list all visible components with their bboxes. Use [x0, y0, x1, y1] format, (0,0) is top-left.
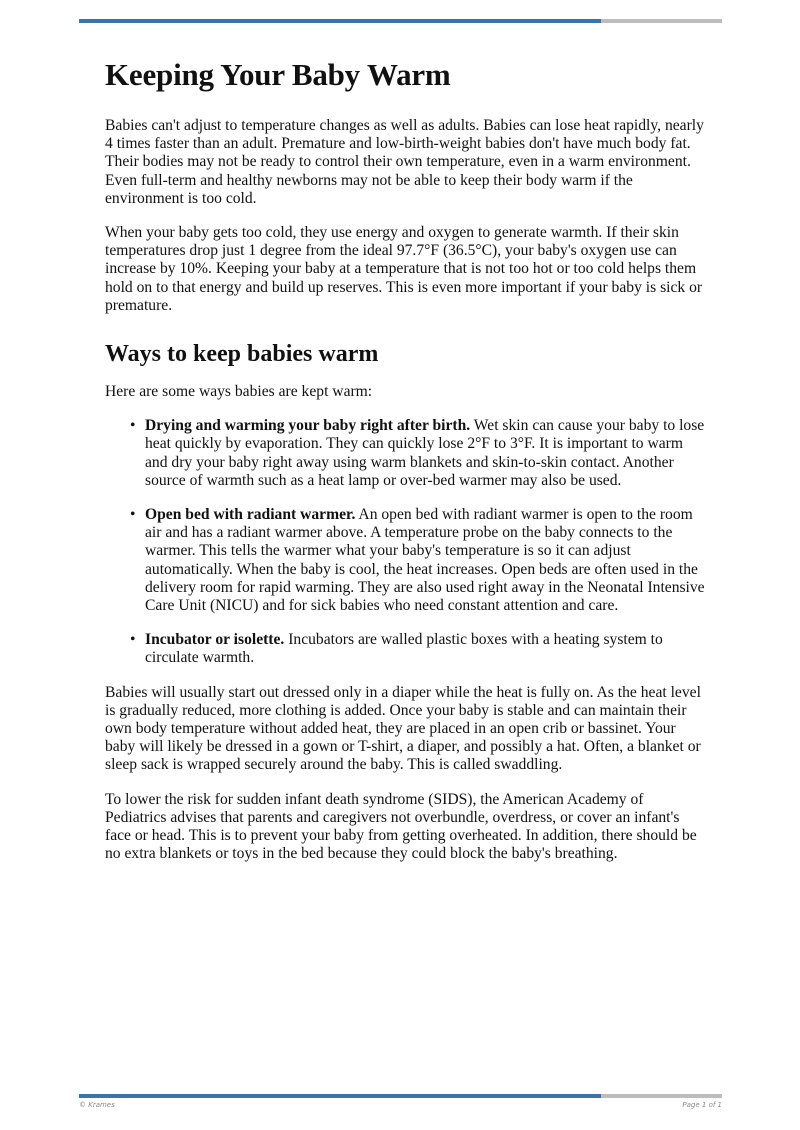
list-item-text: An open bed with radiant warmer is open to the room air and has a radiant warmer above. A temperature probe on the baby connects to the warmer. This tells the warmer what your baby's temperature is so it can adjust automatically. When the baby is cool, the heat increases. Open beds are often used in the delivery room for rapid warming. They are also used right away in the Neonatal Intensive Care Unit (NICU) and for sick babies who need constant attention and care.: [145, 506, 705, 615]
intro-paragraph-2: When your baby gets too cold, they use energy and oxygen to generate warmth. If their skin temperatures drop just 1 degree from the ideal 97.7°F (36.5°C), your baby's oxygen use can increase by 10%. Keeping your baby at a temperature that is not too hot or too cold helps them hold on to that energy and build up reserves. This is even more important if your baby is sick or premature.: [105, 224, 703, 314]
bullet-icon: •: [130, 506, 136, 524]
copyright-text: © Krames: [79, 1101, 115, 1109]
list-item-text: Incubators are walled plastic boxes with a heating system to circulate warmth.: [145, 631, 663, 667]
document-body: [105, 55, 705, 880]
closing-paragraph-2: To lower the risk for sudden infant death syndrome (SIDS), the American Academy of Pediatrics advises that parents and caregivers not overbundle, overdress, or cover an infant's face or head. This is to prevent your baby from getting overheated. In addition, there should be no extra blankets or toys in the bed because they could block the baby's breathing.: [105, 790, 697, 863]
page-footer: [79, 1101, 722, 1109]
header-rule-accent: [79, 19, 601, 23]
header-rule-gray: [601, 19, 722, 23]
warming-methods-list: [105, 417, 705, 667]
header-rule: [79, 19, 722, 23]
footer-rule: [79, 1094, 722, 1098]
bullet-icon: •: [130, 631, 136, 649]
intro-paragraph-1: Babies can't adjust to temperature changes as well as adults. Babies can lose heat rapidly, nearly 4 times faster than an adult. Premature and low-birth-weight babies don't have much body fat. Their bodies may not be ready to control their own temperature, even in a warm environment. Even full-term and healthy newborns may not be able to keep their body warm if the environment is too cold.: [105, 117, 704, 207]
list-item-term: Incubator or isolette.: [145, 631, 285, 649]
section-lead: Here are some ways babies are kept warm:: [105, 383, 373, 401]
list-item-term: Drying and warming your baby right after birth.: [145, 417, 471, 435]
section-heading: Ways to keep babies warm: [105, 341, 379, 368]
list-item-term: Open bed with radiant warmer.: [145, 506, 356, 524]
page-indicator: Page 1 of 1: [682, 1101, 722, 1109]
closing-paragraph-1: Babies will usually start out dressed only in a diaper while the heat is fully on. As the heat level is gradually reduced, more clothing is added. Once your baby is stable and can maintain their own body temperature without added heat, they are placed in an open crib or bassinet. Your baby will likely be dressed in a gown or T-shirt, a diaper, and possibly a hat. Often, a blanket or sleep sack is wrapped securely around the baby. This is called swaddling.: [105, 683, 701, 774]
footer-rule-accent: [79, 1094, 601, 1098]
list-item: [130, 417, 705, 490]
list-item: [130, 631, 705, 667]
bullet-icon: •: [130, 417, 136, 435]
list-item-text: Wet skin can cause your baby to lose heat quickly by evaporation. They can quickly lose 2°F to 3°F. It is important to warm and dry your baby right away using warm blankets and skin-to-skin contact. Another source of warmth such as a heat lamp or over-bed warmer may also be used.: [145, 417, 705, 489]
footer-rule-gray: [601, 1094, 722, 1098]
page-title: Keeping Your Baby Warm: [105, 57, 451, 92]
list-item: [130, 506, 705, 615]
